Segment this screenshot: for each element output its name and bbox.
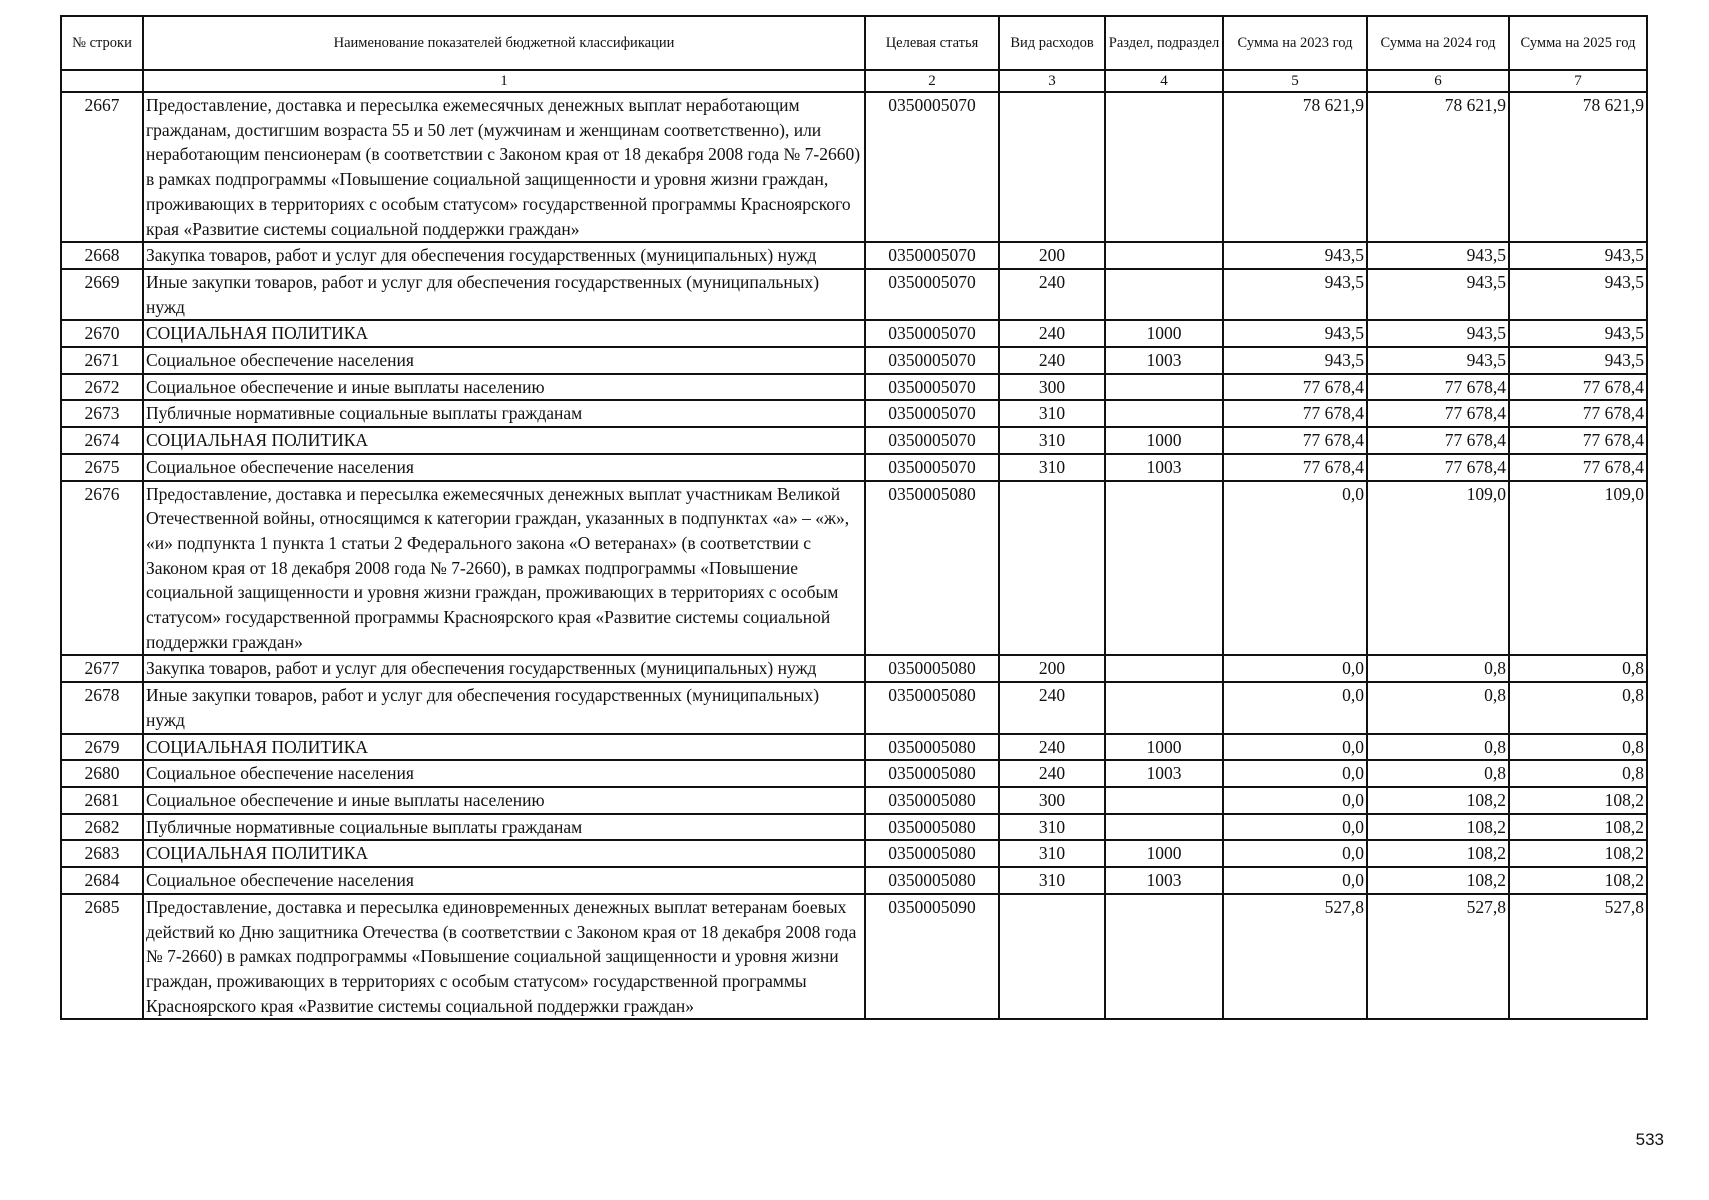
column-number-blank [61,70,143,92]
column-number: 3 [999,70,1105,92]
row-section [1105,242,1223,269]
header-row [61,16,1647,70]
table-row [61,427,1647,454]
row-target: 0350005080 [865,481,999,656]
row-sum-2023: 0,0 [1223,734,1367,761]
row-section [1105,92,1223,242]
row-target: 0350005070 [865,242,999,269]
row-target: 0350005080 [865,840,999,867]
table-row [61,814,1647,841]
row-sum-2025: 77 678,4 [1509,427,1647,454]
row-sum-2024: 77 678,4 [1367,400,1509,427]
header-section: Раздел, подраздел [1105,16,1223,70]
row-sum-2023: 77 678,4 [1223,400,1367,427]
row-sum-2023: 0,0 [1223,787,1367,814]
row-sum-2025: 77 678,4 [1509,374,1647,401]
row-section [1105,400,1223,427]
row-target: 0350005070 [865,400,999,427]
row-number: 2673 [61,400,143,427]
row-target: 0350005080 [865,734,999,761]
table-row [61,320,1647,347]
row-sum-2025: 108,2 [1509,867,1647,894]
row-name: Социальное обеспечение населения [143,454,865,481]
table-row [61,242,1647,269]
row-sum-2023: 0,0 [1223,481,1367,656]
row-name: Социальное обеспечение населения [143,867,865,894]
row-section: 1000 [1105,734,1223,761]
header-sum-2023: Сумма на 2023 год [1223,16,1367,70]
row-sum-2023: 527,8 [1223,894,1367,1020]
row-sum-2025: 0,8 [1509,760,1647,787]
row-number: 2669 [61,269,143,320]
row-section: 1003 [1105,347,1223,374]
row-sum-2023: 0,0 [1223,867,1367,894]
row-sum-2024: 77 678,4 [1367,427,1509,454]
table-row [61,840,1647,867]
table-row [61,269,1647,320]
row-number: 2675 [61,454,143,481]
row-section [1105,787,1223,814]
row-sum-2024: 943,5 [1367,347,1509,374]
row-sum-2023: 77 678,4 [1223,454,1367,481]
row-name: СОЦИАЛЬНАЯ ПОЛИТИКА [143,427,865,454]
table-row [61,867,1647,894]
row-sum-2023: 0,0 [1223,814,1367,841]
row-number: 2678 [61,682,143,733]
row-sum-2023: 0,0 [1223,840,1367,867]
table-row [61,787,1647,814]
row-section: 1000 [1105,840,1223,867]
row-sum-2025: 108,2 [1509,814,1647,841]
row-section [1105,374,1223,401]
row-target: 0350005080 [865,787,999,814]
row-sum-2025: 109,0 [1509,481,1647,656]
row-kind: 240 [999,320,1105,347]
row-name: Иные закупки товаров, работ и услуг для обеспечения государственных (муниципальных) нужд [143,269,865,320]
row-name: Публичные нормативные социальные выплаты гражданам [143,814,865,841]
row-target: 0350005070 [865,269,999,320]
row-kind: 310 [999,840,1105,867]
row-sum-2024: 77 678,4 [1367,454,1509,481]
row-section [1105,655,1223,682]
table-row [61,347,1647,374]
row-kind: 300 [999,787,1105,814]
column-number: 7 [1509,70,1647,92]
row-sum-2024: 108,2 [1367,840,1509,867]
row-sum-2023: 0,0 [1223,655,1367,682]
row-name: Социальное обеспечение и иные выплаты населению [143,787,865,814]
row-number: 2676 [61,481,143,656]
row-sum-2025: 78 621,9 [1509,92,1647,242]
row-section: 1003 [1105,454,1223,481]
column-number-row [61,70,1647,92]
row-sum-2023: 943,5 [1223,347,1367,374]
row-number: 2685 [61,894,143,1020]
row-sum-2025: 0,8 [1509,655,1647,682]
row-sum-2024: 943,5 [1367,242,1509,269]
row-name: Предоставление, доставка и пересылка ежемесячных денежных выплат участникам Великой Отечественной войны, относящимся к категории граждан, указанных в подпунктах «а» – «ж», «и» подпункта 1 пункта 1 статьи 2 Федерального закона «О ветеранах» (в соответствии с Законом края от 18 декабря 2008 года № 7-2660), в рамках подпрограммы «Повышение социальной защищенности и уровня жизни граждан, проживающих в территориях с особым статусом» государственной программы Красноярского края «Развитие системы социальной поддержки граждан» [143,481,865,656]
row-sum-2025: 77 678,4 [1509,454,1647,481]
row-target: 0350005070 [865,427,999,454]
row-target: 0350005080 [865,682,999,733]
row-target: 0350005080 [865,867,999,894]
row-kind [999,481,1105,656]
row-kind: 240 [999,269,1105,320]
row-kind: 310 [999,867,1105,894]
row-target: 0350005070 [865,92,999,242]
row-name: Предоставление, доставка и пересылка ежемесячных денежных выплат неработающим гражданам, достигшим возраста 55 и 50 лет (мужчинам и женщинам соответственно), или неработающим пенсионерам (в соответствии с Законом края от 18 декабря 2008 года № 7-2660) в рамках подпрограммы «Повышение социальной защищенности и уровня жизни граждан, проживающих в территориях с особым статусом» государственной программы Красноярского края «Развитие системы социальной поддержки граждан» [143,92,865,242]
row-sum-2025: 943,5 [1509,269,1647,320]
row-sum-2024: 78 621,9 [1367,92,1509,242]
row-sum-2024: 77 678,4 [1367,374,1509,401]
row-section: 1000 [1105,427,1223,454]
row-target: 0350005070 [865,320,999,347]
column-number: 5 [1223,70,1367,92]
table-row [61,374,1647,401]
row-name: Социальное обеспечение населения [143,760,865,787]
row-target: 0350005090 [865,894,999,1020]
row-number: 2667 [61,92,143,242]
row-number: 2670 [61,320,143,347]
row-name: Закупка товаров, работ и услуг для обеспечения государственных (муниципальных) нужд [143,655,865,682]
table-row [61,760,1647,787]
row-kind: 310 [999,400,1105,427]
row-number: 2684 [61,867,143,894]
row-sum-2023: 943,5 [1223,320,1367,347]
row-kind: 310 [999,454,1105,481]
row-name: Социальное обеспечение населения [143,347,865,374]
row-sum-2024: 943,5 [1367,269,1509,320]
header-sum-2024: Сумма на 2024 год [1367,16,1509,70]
row-sum-2023: 77 678,4 [1223,427,1367,454]
row-section [1105,481,1223,656]
row-sum-2024: 0,8 [1367,734,1509,761]
budget-sheet [60,15,1646,1020]
row-kind: 240 [999,760,1105,787]
row-kind: 300 [999,374,1105,401]
row-number: 2677 [61,655,143,682]
row-name: Предоставление, доставка и пересылка единовременных денежных выплат ветеранам боевых действий ко Дню защитника Отечества (в соответствии с Законом края от 18 декабря 2008 года № 7-2660) в рамках подпрограммы «Повышение социальной защищенности и уровня жизни граждан, проживающих в территориях с особым статусом» государственной программы Красноярского края «Развитие системы социальной поддержки граждан» [143,894,865,1020]
page-number: 533 [1635,1130,1664,1149]
row-name: Социальное обеспечение и иные выплаты населению [143,374,865,401]
row-sum-2023: 0,0 [1223,760,1367,787]
row-section [1105,269,1223,320]
row-target: 0350005080 [865,760,999,787]
row-sum-2024: 527,8 [1367,894,1509,1020]
table-row [61,894,1647,1020]
column-number: 6 [1367,70,1509,92]
row-kind: 310 [999,814,1105,841]
row-name: СОЦИАЛЬНАЯ ПОЛИТИКА [143,734,865,761]
table-row [61,454,1647,481]
row-kind [999,894,1105,1020]
row-sum-2024: 108,2 [1367,867,1509,894]
row-section: 1000 [1105,320,1223,347]
header-target: Целевая статья [865,16,999,70]
row-sum-2024: 108,2 [1367,787,1509,814]
column-number: 1 [143,70,865,92]
row-sum-2024: 108,2 [1367,814,1509,841]
row-sum-2023: 943,5 [1223,242,1367,269]
row-number: 2674 [61,427,143,454]
row-sum-2023: 943,5 [1223,269,1367,320]
column-number: 2 [865,70,999,92]
row-target: 0350005070 [865,374,999,401]
row-sum-2024: 109,0 [1367,481,1509,656]
row-sum-2025: 943,5 [1509,242,1647,269]
row-number: 2679 [61,734,143,761]
header-sum-2025: Сумма на 2025 год [1509,16,1647,70]
column-number: 4 [1105,70,1223,92]
row-target: 0350005080 [865,814,999,841]
row-kind: 240 [999,682,1105,733]
row-sum-2025: 0,8 [1509,734,1647,761]
row-target: 0350005070 [865,454,999,481]
row-number: 2682 [61,814,143,841]
row-sum-2024: 0,8 [1367,760,1509,787]
row-sum-2025: 108,2 [1509,840,1647,867]
row-name: СОЦИАЛЬНАЯ ПОЛИТИКА [143,320,865,347]
table-row [61,481,1647,656]
header-kind: Вид расходов [999,16,1105,70]
row-kind: 240 [999,734,1105,761]
row-name: Закупка товаров, работ и услуг для обеспечения государственных (муниципальных) нужд [143,242,865,269]
row-target: 0350005080 [865,655,999,682]
row-kind: 310 [999,427,1105,454]
table-row [61,734,1647,761]
row-sum-2023: 78 621,9 [1223,92,1367,242]
row-section: 1003 [1105,867,1223,894]
row-sum-2024: 0,8 [1367,682,1509,733]
row-number: 2683 [61,840,143,867]
row-number: 2681 [61,787,143,814]
row-number: 2668 [61,242,143,269]
row-section: 1003 [1105,760,1223,787]
table-row [61,655,1647,682]
row-sum-2024: 943,5 [1367,320,1509,347]
row-name: Публичные нормативные социальные выплаты гражданам [143,400,865,427]
budget-table [60,15,1648,1020]
row-section [1105,814,1223,841]
row-sum-2025: 108,2 [1509,787,1647,814]
row-sum-2023: 77 678,4 [1223,374,1367,401]
table-row [61,682,1647,733]
row-sum-2025: 943,5 [1509,347,1647,374]
row-sum-2024: 0,8 [1367,655,1509,682]
row-number: 2672 [61,374,143,401]
row-name: Иные закупки товаров, работ и услуг для обеспечения государственных (муниципальных) нужд [143,682,865,733]
table-row [61,92,1647,242]
row-sum-2025: 77 678,4 [1509,400,1647,427]
row-kind [999,92,1105,242]
row-kind: 240 [999,347,1105,374]
row-section [1105,682,1223,733]
row-kind: 200 [999,242,1105,269]
row-sum-2023: 0,0 [1223,682,1367,733]
row-sum-2025: 527,8 [1509,894,1647,1020]
row-sum-2025: 0,8 [1509,682,1647,733]
row-number: 2671 [61,347,143,374]
row-section [1105,894,1223,1020]
row-kind: 200 [999,655,1105,682]
header-name: Наименование показателей бюджетной классификации [143,16,865,70]
row-name: СОЦИАЛЬНАЯ ПОЛИТИКА [143,840,865,867]
header-row-no: № строки [61,16,143,70]
row-sum-2025: 943,5 [1509,320,1647,347]
row-number: 2680 [61,760,143,787]
table-row [61,400,1647,427]
row-target: 0350005070 [865,347,999,374]
